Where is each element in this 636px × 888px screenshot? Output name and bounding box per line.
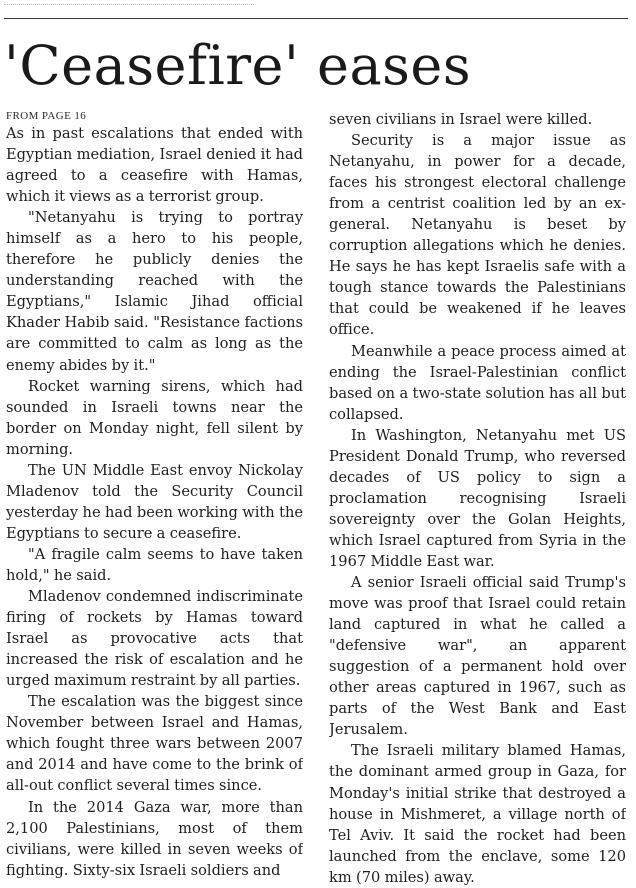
paragraph: seven civilians in Israel were killed. [329, 111, 593, 128]
paragraph: The Israeli military blamed Hamas, the dominant armed group in Gaza, for Monday's initial strike that destroyed a house in Mishmeret, a village north of Tel Aviv. It said the rocket had been launched from the enclave, some 120 km (70 miles) away. [329, 742, 626, 886]
paragraph: A senior Israeli official said Trump's move was proof that Israel could retain land captured in what he called a "defensive war", an apparent suggestion of a permanent hold over other areas captured in 1967, such as parts of the West Bank and East Jerusalem. [329, 574, 626, 739]
paragraph: "A fragile calm seems to have taken hold," he said. [6, 545, 303, 584]
continued-from-label: FROM PAGE 16 [6, 110, 87, 122]
paragraph: The escalation was the biggest since November between Israel and Hamas, which fought three wars between 2007 and 2014 and have come to the brink of all-out conflict several times since. [6, 693, 303, 795]
paragraph: Mladenov condemned indiscriminate firing of rockets by Hamas toward Israel as provocative acts that increased the risk of escalation and he urged maximum restraint by all parties. [6, 588, 303, 690]
paragraph: In the 2014 Gaza war, more than 2,100 Palestinians, most of them civilians, were killed in seven weeks of fighting. Sixty-six Israeli soldiers and [6, 798, 303, 879]
headline: 'Ceasefire' eases [4, 34, 472, 97]
right-column [329, 109, 626, 888]
left-column [6, 109, 303, 888]
top-divider [4, 18, 628, 19]
paragraph: In Washington, Netanyahu met US President Donald Trump, who reversed decades of US policy to sign a proclamation recognising Israeli sovereignty over the Golan Heights, which Israel captured from Syria in the 1967 Middle East war. [329, 426, 626, 570]
paragraph: Rocket warning sirens, which had sounded in Israeli towns near the border on Monday night, fell silent by morning. [6, 377, 303, 458]
paragraph: Security is a major issue as Netanyahu, in power for a decade, faces his strongest electoral challenge from a centrist coalition led by an ex-general. Netanyahu is beset by corruption allegations which he denies. He says he has kept Israelis safe with a tough stance towards the Palestinians that could be weakened if he leaves office. [329, 132, 626, 339]
paragraph: "Netanyahu is trying to portray himself as a hero to his people, therefore he publicly denies the understanding reached with the Egyptians," Islamic Jihad official Khader Habib said. "Resistance factions are committed to calm as long as the enemy abides by it." [6, 209, 303, 374]
paragraph: The UN Middle East envoy Nickolay Mladenov told the Security Council yesterday he had been working with the Egyptians to secure a ceasefire. [6, 461, 303, 542]
clipped-previous-text [4, 0, 254, 5]
paragraph: Meanwhile a peace process aimed at ending the Israel-Palestinian conflict based on a two-state solution has all but collapsed. [329, 342, 626, 423]
paragraph: As in past escalations that ended with Egyptian mediation, Israel denied it had agreed to a ceasefire with Hamas, which it views as a terrorist group. [6, 125, 303, 206]
article-body [6, 109, 626, 888]
